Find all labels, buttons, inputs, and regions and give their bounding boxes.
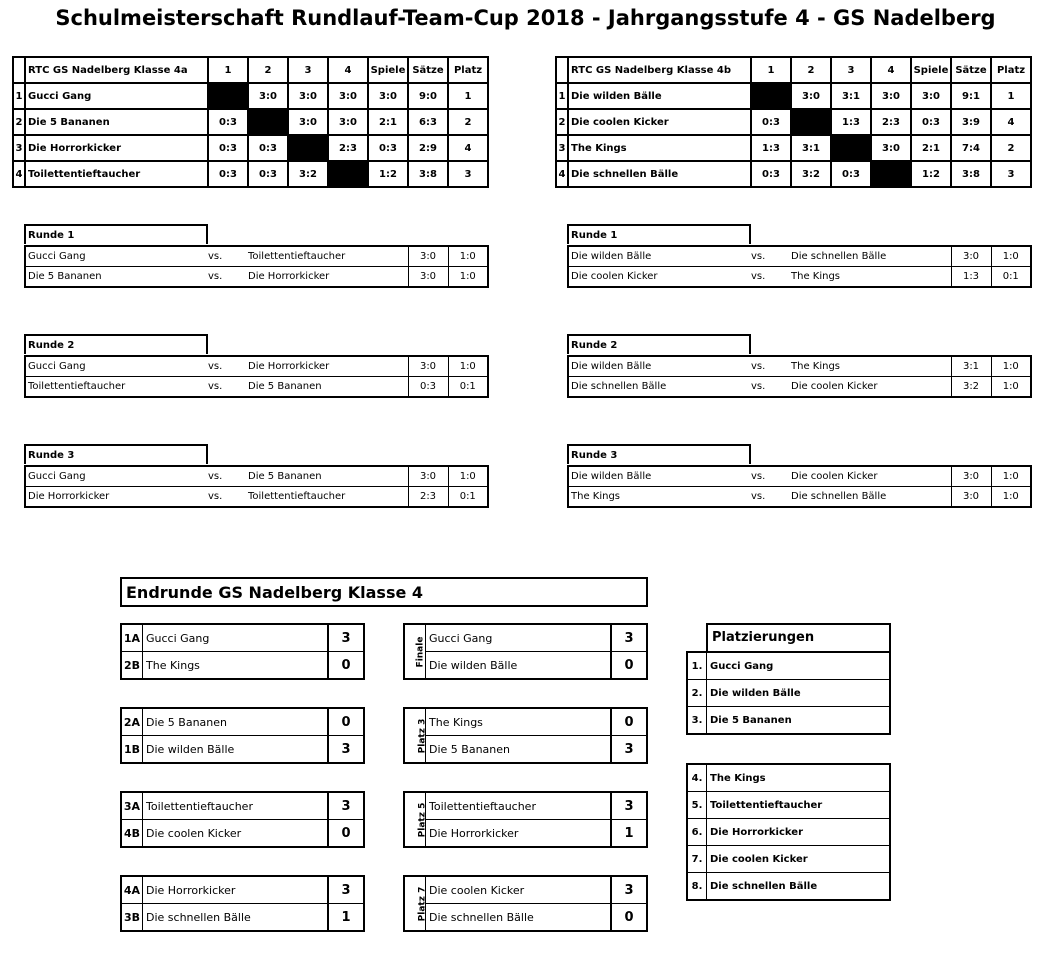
sets-result: 3:1 (951, 356, 991, 377)
seed-label: 3A (121, 792, 143, 820)
header-col: 4 (328, 57, 368, 83)
place-cell: 4 (448, 135, 488, 161)
result-cell: 3:0 (871, 83, 911, 109)
versus: vs. (208, 246, 248, 267)
versus: vs. (751, 356, 791, 377)
rank-team: Die coolen Kicker (707, 846, 891, 873)
points-result: 1:0 (991, 246, 1031, 267)
placement-match (403, 791, 648, 848)
table-row (556, 83, 1031, 109)
place-cell: 1 (448, 83, 488, 109)
sets-result: 3:0 (408, 267, 448, 288)
team-name: Die wilden Bälle (429, 658, 518, 672)
result-cell: 0:3 (248, 135, 288, 161)
team-name: Die wilden Bälle (146, 742, 235, 756)
rank-team: The Kings (707, 764, 891, 792)
ranking-title: Platzierungen (706, 623, 891, 651)
table-row (13, 161, 488, 187)
seed-label: 1B (121, 736, 143, 764)
ranking-top-table (686, 651, 891, 735)
placement-match (403, 623, 648, 680)
rank-team: Die Horrorkicker (707, 819, 891, 846)
rank-number: 7. (687, 846, 707, 873)
sets-cell: 6:3 (408, 109, 448, 135)
team-name: Gucci Gang (25, 83, 208, 109)
team-home: Die schnellen Bälle (568, 377, 751, 398)
placement-label: Platz 5 (404, 792, 426, 847)
result-cell: 0:3 (831, 161, 871, 187)
team-name: Die wilden Bälle (568, 83, 751, 109)
points-result: 1:0 (991, 466, 1031, 487)
match-row (25, 267, 488, 288)
row-number: 2 (556, 109, 568, 135)
match-row (568, 356, 1031, 377)
table-row (13, 135, 488, 161)
rank-number: 3. (687, 707, 707, 735)
match-row (568, 246, 1031, 267)
games-cell: 1:2 (911, 161, 951, 187)
seed-label: 2A (121, 708, 143, 736)
team-name: Die 5 Bananen (25, 109, 208, 135)
score: 3 (328, 876, 364, 904)
self-cell (288, 135, 328, 161)
games-cell: 2:1 (911, 135, 951, 161)
result-cell: 3:0 (791, 83, 831, 109)
result-cell: 0:3 (248, 161, 288, 187)
versus: vs. (208, 267, 248, 288)
self-cell (791, 109, 831, 135)
result-cell: 3:1 (831, 83, 871, 109)
group-table-4a (12, 56, 489, 188)
row-number: 3 (556, 135, 568, 161)
games-cell: 3:0 (911, 83, 951, 109)
header-col: 3 (288, 57, 328, 83)
team-home: Gucci Gang (25, 246, 208, 267)
result-cell: 3:2 (288, 161, 328, 187)
games-cell: 2:1 (368, 109, 408, 135)
round-label: Runde 3 (567, 444, 751, 464)
round-table (24, 465, 489, 508)
placement-label: Finale (404, 624, 426, 679)
team-away: The Kings (791, 267, 951, 288)
match-row (25, 246, 488, 267)
sets-cell: 3:8 (951, 161, 991, 187)
team-name: Die schnellen Bälle (429, 910, 534, 924)
ranking-row (687, 846, 890, 873)
ranking-row (687, 707, 890, 735)
row-number: 1 (13, 83, 25, 109)
result-cell: 2:3 (328, 135, 368, 161)
score: 1 (611, 820, 647, 848)
ranking-row (687, 873, 890, 901)
score: 3 (611, 736, 647, 764)
points-result: 1:0 (991, 356, 1031, 377)
score: 0 (611, 708, 647, 736)
team-away: Die schnellen Bälle (791, 487, 951, 508)
place-cell: 2 (448, 109, 488, 135)
final-match (120, 707, 365, 764)
team-name: Die Horrorkicker (25, 135, 208, 161)
ranking-row (687, 819, 890, 846)
sets-result: 1:3 (951, 267, 991, 288)
rank-number: 1. (687, 652, 707, 680)
score: 3 (611, 624, 647, 652)
points-result: 1:0 (991, 377, 1031, 398)
self-cell (328, 161, 368, 187)
header-col: Spiele (368, 57, 408, 83)
team-home: Gucci Gang (25, 466, 208, 487)
seed-label: 1A (121, 624, 143, 652)
round-table (567, 245, 1032, 288)
self-cell (751, 83, 791, 109)
team-away: Die Horrorkicker (248, 356, 408, 377)
round-table (24, 245, 489, 288)
team-name: Die coolen Kicker (568, 109, 751, 135)
table-row (556, 161, 1031, 187)
match-row (568, 267, 1031, 288)
team-name: Gucci Gang (143, 624, 329, 652)
team-away: The Kings (791, 356, 951, 377)
versus: vs. (208, 487, 248, 508)
row-number: 2 (13, 109, 25, 135)
place-cell: 1 (991, 83, 1031, 109)
team-name: Die schnellen Bälle (568, 161, 751, 187)
table-row (13, 83, 488, 109)
team-home: Die 5 Bananen (25, 267, 208, 288)
result-cell: 0:3 (208, 161, 248, 187)
score: 3 (328, 624, 364, 652)
ranking-row (687, 652, 890, 680)
team-away: Die 5 Bananen (248, 377, 408, 398)
sets-cell: 2:9 (408, 135, 448, 161)
group-name: RTC GS Nadelberg Klasse 4a (25, 57, 208, 83)
header-col: 1 (751, 57, 791, 83)
points-result: 0:1 (448, 377, 488, 398)
team-home: Die wilden Bälle (568, 246, 751, 267)
games-cell: 0:3 (368, 135, 408, 161)
score: 3 (611, 792, 647, 820)
team-home: Die wilden Bälle (568, 466, 751, 487)
header-col: 3 (831, 57, 871, 83)
header-col: 2 (791, 57, 831, 83)
games-cell: 1:2 (368, 161, 408, 187)
team-home: Gucci Gang (25, 356, 208, 377)
round-label: Runde 1 (24, 224, 208, 244)
table-row (13, 109, 488, 135)
self-cell (208, 83, 248, 109)
result-cell: 3:0 (288, 109, 328, 135)
group-name: RTC GS Nadelberg Klasse 4b (568, 57, 751, 83)
round-label: Runde 2 (24, 334, 208, 354)
result-cell: 1:3 (751, 135, 791, 161)
rank-number: 2. (687, 680, 707, 707)
versus: vs. (751, 487, 791, 508)
rank-team: Die 5 Bananen (710, 714, 792, 726)
score: 0 (328, 652, 364, 680)
self-cell (248, 109, 288, 135)
team-name: Die schnellen Bälle (146, 910, 251, 924)
place-cell: 3 (448, 161, 488, 187)
score: 0 (328, 820, 364, 848)
team-name: Die coolen Kicker (146, 826, 242, 840)
team-name: Gucci Gang (426, 624, 612, 652)
rank-number: 8. (687, 873, 707, 901)
sets-result: 3:0 (951, 487, 991, 508)
rank-number: 6. (687, 819, 707, 846)
row-number: 4 (556, 161, 568, 187)
team-name: Toilettentieftaucher (25, 161, 208, 187)
result-cell: 0:3 (208, 135, 248, 161)
points-result: 1:0 (448, 466, 488, 487)
result-cell: 0:3 (751, 109, 791, 135)
seed-label: 4A (121, 876, 143, 904)
sets-result: 3:0 (951, 246, 991, 267)
rank-team: Die wilden Bälle (707, 680, 891, 707)
score: 0 (611, 904, 647, 932)
match-row (25, 377, 488, 398)
team-home: Toilettentieftaucher (25, 377, 208, 398)
ranking-row (687, 792, 890, 819)
sets-result: 3:0 (408, 246, 448, 267)
team-away: Toilettentieftaucher (248, 246, 408, 267)
score: 0 (611, 652, 647, 680)
sets-cell: 3:9 (951, 109, 991, 135)
row-number: 4 (13, 161, 25, 187)
team-away: Die coolen Kicker (791, 377, 951, 398)
team-name: Die Horrorkicker (143, 876, 329, 904)
team-name: The Kings (146, 658, 200, 672)
row-number: 3 (13, 135, 25, 161)
sets-cell: 3:8 (408, 161, 448, 187)
result-cell: 0:3 (208, 109, 248, 135)
team-name: Die 5 Bananen (143, 708, 329, 736)
sets-result: 2:3 (408, 487, 448, 508)
round-table (24, 355, 489, 398)
match-row (25, 466, 488, 487)
ranking-row (687, 680, 890, 707)
result-cell: 1:3 (831, 109, 871, 135)
row-number: 1 (556, 83, 568, 109)
result-cell: 3:2 (791, 161, 831, 187)
header-col: 4 (871, 57, 911, 83)
self-cell (871, 161, 911, 187)
team-name: The Kings (568, 135, 751, 161)
ranking-rest-table (686, 763, 891, 901)
result-cell: 0:3 (751, 161, 791, 187)
versus: vs. (751, 466, 791, 487)
team-name: Die Horrorkicker (429, 826, 519, 840)
finals-title: Endrunde GS Nadelberg Klasse 4 (120, 577, 648, 607)
placement-label: Platz 7 (404, 876, 426, 931)
team-away: Die coolen Kicker (791, 466, 951, 487)
score: 3 (328, 792, 364, 820)
versus: vs. (751, 246, 791, 267)
header-col: Platz (991, 57, 1031, 83)
placement-match (403, 707, 648, 764)
team-away: Die 5 Bananen (248, 466, 408, 487)
header-col: 1 (208, 57, 248, 83)
sets-cell: 7:4 (951, 135, 991, 161)
group-table-4b (555, 56, 1032, 188)
rank-number: 5. (687, 792, 707, 819)
header-col: Spiele (911, 57, 951, 83)
round-label: Runde 1 (567, 224, 751, 244)
match-row (568, 466, 1031, 487)
result-cell: 2:3 (871, 109, 911, 135)
sets-cell: 9:1 (951, 83, 991, 109)
place-cell: 2 (991, 135, 1031, 161)
games-cell: 3:0 (368, 83, 408, 109)
final-match (120, 623, 365, 680)
header-col: Sätze (951, 57, 991, 83)
versus: vs. (751, 377, 791, 398)
points-result: 1:0 (991, 487, 1031, 508)
seed-label: 3B (121, 904, 143, 932)
team-home: Die Horrorkicker (25, 487, 208, 508)
table-row (556, 109, 1031, 135)
score: 0 (328, 708, 364, 736)
table-row (556, 135, 1031, 161)
games-cell: 0:3 (911, 109, 951, 135)
sets-result: 3:0 (408, 356, 448, 377)
seed-label: 4B (121, 820, 143, 848)
sets-result: 3:0 (951, 466, 991, 487)
page-title: Schulmeisterschaft Rundlauf-Team-Cup 2018 - Jahrgangsstufe 4 - GS Nadelberg (55, 6, 996, 30)
score: 3 (611, 876, 647, 904)
round-table (567, 465, 1032, 508)
rank-team: Gucci Gang (707, 652, 891, 680)
team-name: Toilettentieftaucher (143, 792, 329, 820)
team-name: Toilettentieftaucher (426, 792, 612, 820)
result-cell: 3:0 (871, 135, 911, 161)
sets-cell: 9:0 (408, 83, 448, 109)
versus: vs. (208, 466, 248, 487)
team-name: Die 5 Bananen (429, 742, 510, 756)
rank-team: Die schnellen Bälle (710, 880, 818, 892)
place-cell: 3 (991, 161, 1031, 187)
result-cell: 3:0 (288, 83, 328, 109)
sets-result: 3:2 (951, 377, 991, 398)
result-cell: 3:0 (328, 83, 368, 109)
points-result: 1:0 (448, 356, 488, 377)
seed-label: 2B (121, 652, 143, 680)
match-row (25, 356, 488, 377)
match-row (25, 487, 488, 508)
points-result: 1:0 (448, 267, 488, 288)
points-result: 1:0 (448, 246, 488, 267)
header-col: Sätze (408, 57, 448, 83)
sets-result: 3:0 (408, 466, 448, 487)
points-result: 0:1 (448, 487, 488, 508)
sets-result: 0:3 (408, 377, 448, 398)
place-cell: 4 (991, 109, 1031, 135)
team-away: Toilettentieftaucher (248, 487, 408, 508)
team-home: Die coolen Kicker (568, 267, 751, 288)
round-label: Runde 2 (567, 334, 751, 354)
final-match (120, 791, 365, 848)
self-cell (831, 135, 871, 161)
result-cell: 3:0 (248, 83, 288, 109)
final-match (120, 875, 365, 932)
placement-match (403, 875, 648, 932)
team-name: The Kings (426, 708, 612, 736)
placement-label: Platz 3 (404, 708, 426, 763)
team-home: The Kings (568, 487, 751, 508)
team-away: Die schnellen Bälle (791, 246, 951, 267)
result-cell: 3:0 (328, 109, 368, 135)
header-col: 2 (248, 57, 288, 83)
versus: vs. (751, 267, 791, 288)
versus: vs. (208, 377, 248, 398)
result-cell: 3:1 (791, 135, 831, 161)
score: 3 (328, 736, 364, 764)
round-label: Runde 3 (24, 444, 208, 464)
versus: vs. (208, 356, 248, 377)
rank-number: 4. (687, 764, 707, 792)
score: 1 (328, 904, 364, 932)
team-away: Die Horrorkicker (248, 267, 408, 288)
round-table (567, 355, 1032, 398)
match-row (568, 377, 1031, 398)
team-home: Die wilden Bälle (568, 356, 751, 377)
ranking-row (687, 764, 890, 792)
team-name: Die coolen Kicker (426, 876, 612, 904)
header-col: Platz (448, 57, 488, 83)
match-row (568, 487, 1031, 508)
points-result: 0:1 (991, 267, 1031, 288)
rank-team: Toilettentieftaucher (707, 792, 891, 819)
